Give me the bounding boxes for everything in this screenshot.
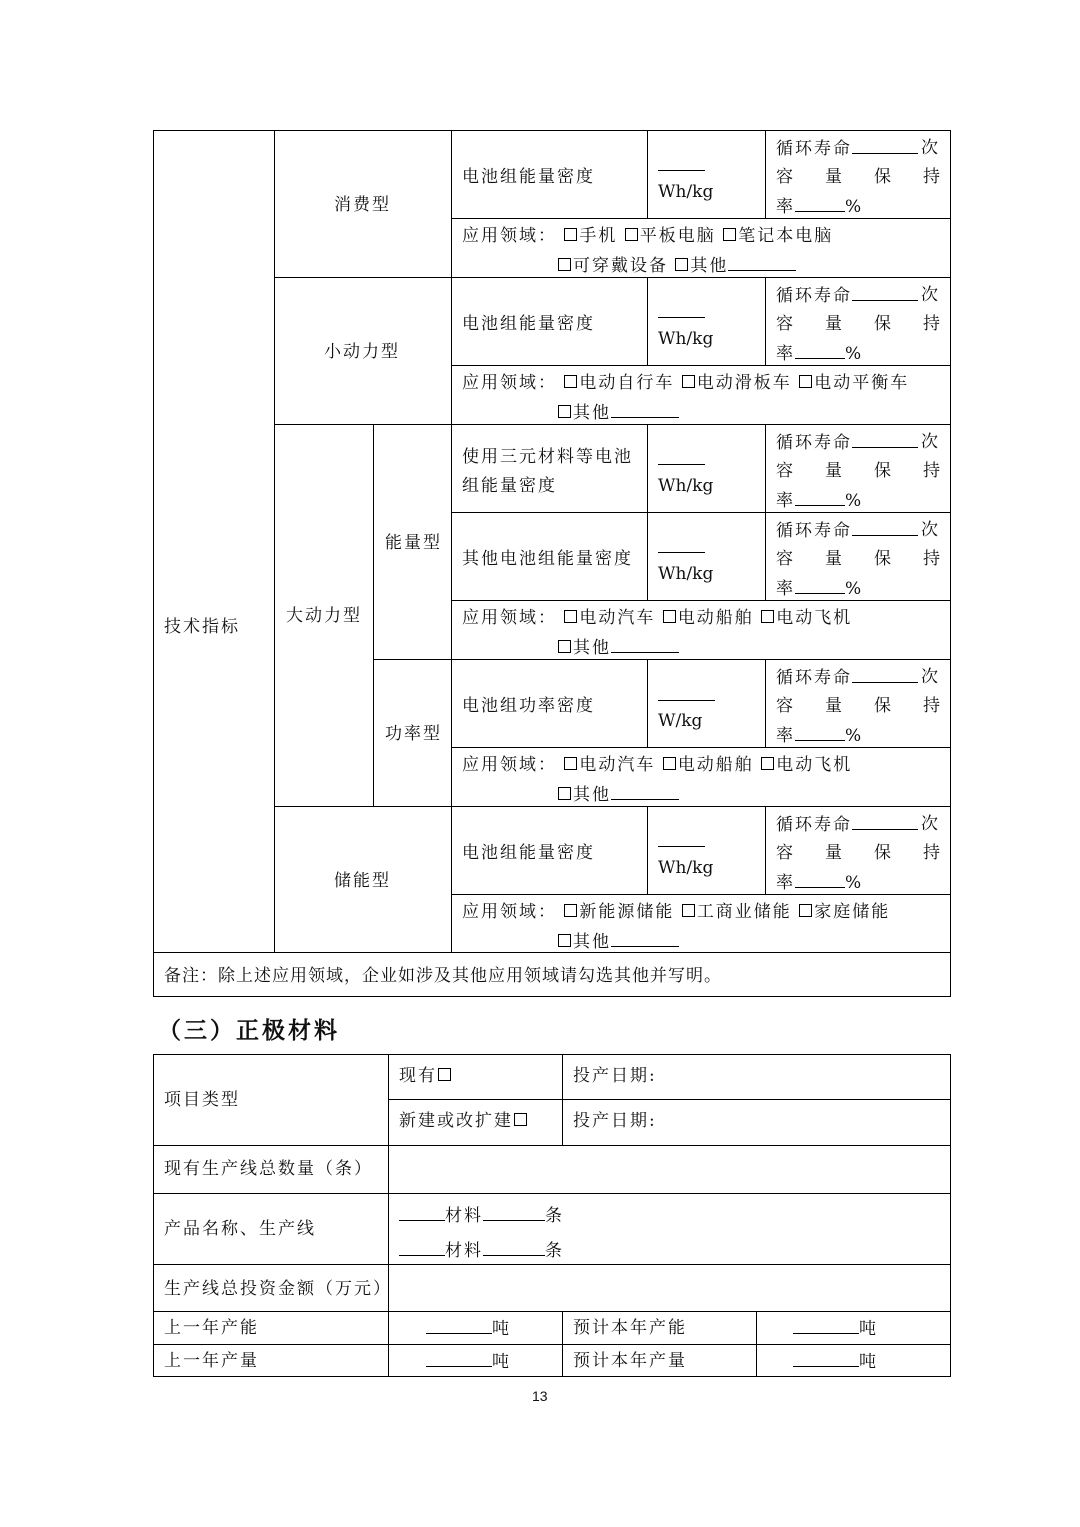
metric-label: 电池组能量密度 <box>462 843 595 863</box>
lines-unit: 条 <box>545 1241 564 1261</box>
cycle-life-input[interactable] <box>852 138 918 154</box>
checkbox[interactable] <box>723 228 736 241</box>
cap-char: 量 <box>825 461 842 481</box>
times-label: 次 <box>921 520 940 540</box>
app-option: 电动飞机 <box>776 608 853 628</box>
app-option: 平板电脑 <box>639 226 716 246</box>
times-label: 次 <box>921 667 940 687</box>
cycle-life-label: 循环寿命 <box>776 286 852 306</box>
domain-label: 应用领域： <box>462 226 557 246</box>
unit-label: W/kg <box>658 711 703 731</box>
app-option: 电动自行车 <box>579 373 675 393</box>
cap-char: 持 <box>923 843 940 863</box>
line-count-label: 现有生产线总数量（条） <box>164 1159 373 1179</box>
existing-label: 现有 <box>399 1066 437 1086</box>
type-large-power: 大动力型 <box>286 606 362 626</box>
app-option: 笔记本电脑 <box>738 226 834 246</box>
cycle-life-label: 循环寿命 <box>776 668 852 688</box>
domain-label: 应用领域： <box>462 608 557 628</box>
cap-char: 容 <box>776 461 793 481</box>
rate-label: 率 <box>776 873 795 893</box>
checkbox[interactable] <box>558 405 571 418</box>
checkbox[interactable] <box>663 757 676 770</box>
other-input[interactable] <box>728 255 796 271</box>
new-build-label: 新建或改扩建 <box>399 1111 513 1131</box>
percent-label: % <box>845 491 864 511</box>
checkbox[interactable] <box>682 904 695 917</box>
app-option: 其他 <box>573 403 611 423</box>
table-note: 备注：除上述应用领域，企业如涉及其他应用领域请勾选其他并写明。 <box>164 966 722 986</box>
type-energy: 能量型 <box>385 533 442 553</box>
percent-label: % <box>845 344 864 364</box>
metric-label: 组能量密度 <box>462 476 557 496</box>
last-year-output-input[interactable] <box>426 1351 492 1367</box>
app-option: 电动船舶 <box>677 755 754 775</box>
existing-checkbox[interactable] <box>438 1068 451 1081</box>
checkbox[interactable] <box>564 228 577 241</box>
percent-label: % <box>845 579 864 599</box>
production-date-label: 投产日期: <box>573 1066 657 1086</box>
last-year-capacity-label: 上一年产能 <box>164 1318 259 1338</box>
material-label: 材料 <box>445 1206 483 1226</box>
rate-label: 率 <box>776 344 795 364</box>
last-year-output-label: 上一年产量 <box>164 1351 259 1371</box>
checkbox[interactable] <box>564 757 577 770</box>
app-option: 家庭储能 <box>814 902 891 922</box>
retention-input[interactable] <box>795 490 845 506</box>
new-build-checkbox[interactable] <box>514 1113 527 1126</box>
investment-label: 生产线总投资金额（万元） <box>164 1279 392 1299</box>
cycle-life-input[interactable] <box>852 814 918 830</box>
line-number-input[interactable] <box>483 1205 545 1221</box>
cycle-life-input[interactable] <box>852 667 918 683</box>
unit-label: Wh/kg <box>658 182 714 202</box>
checkbox[interactable] <box>675 258 688 271</box>
retention-input[interactable] <box>795 343 845 359</box>
metric-label: 其他电池组能量密度 <box>462 549 633 569</box>
checkbox[interactable] <box>663 610 676 623</box>
other-input[interactable] <box>611 402 679 418</box>
retention-input[interactable] <box>795 725 845 741</box>
times-label: 次 <box>921 285 940 305</box>
checkbox[interactable] <box>761 610 774 623</box>
ton-unit: 吨 <box>492 1319 511 1339</box>
ton-unit: 吨 <box>859 1319 878 1339</box>
domain-label: 应用领域： <box>462 755 557 775</box>
app-option: 其他 <box>573 638 611 658</box>
cap-char: 容 <box>776 843 793 863</box>
unit-label: Wh/kg <box>658 564 714 584</box>
cap-char: 保 <box>874 167 891 187</box>
est-output-input[interactable] <box>793 1351 859 1367</box>
rate-label: 率 <box>776 726 795 746</box>
production-date-label: 投产日期: <box>573 1111 657 1131</box>
retention-input[interactable] <box>795 578 845 594</box>
rate-label: 率 <box>776 491 795 511</box>
checkbox[interactable] <box>564 904 577 917</box>
section-title: （三）正极材料 <box>158 1018 340 1044</box>
cap-char: 容 <box>776 696 793 716</box>
page-number: 13 <box>532 1388 548 1404</box>
checkbox[interactable] <box>761 757 774 770</box>
product-name-input[interactable] <box>399 1205 445 1221</box>
percent-label: % <box>845 726 864 746</box>
app-option: 其他 <box>573 932 611 952</box>
cap-char: 保 <box>874 696 891 716</box>
cap-char: 持 <box>923 696 940 716</box>
cycle-life-label: 循环寿命 <box>776 815 852 835</box>
last-year-capacity-input[interactable] <box>426 1318 492 1334</box>
cap-char: 量 <box>825 314 842 334</box>
app-option: 工商业储能 <box>696 902 792 922</box>
app-option: 可穿戴设备 <box>573 256 668 276</box>
cap-char: 保 <box>874 314 891 334</box>
other-input[interactable] <box>611 637 679 653</box>
app-option: 新能源储能 <box>579 902 675 922</box>
cap-char: 量 <box>825 696 842 716</box>
type-storage: 储能型 <box>334 871 391 891</box>
retention-input[interactable] <box>795 872 845 888</box>
metric-label: 电池组能量密度 <box>462 314 595 334</box>
checkbox[interactable] <box>558 640 571 653</box>
ton-unit: 吨 <box>859 1352 878 1372</box>
line-number-input[interactable] <box>483 1240 545 1256</box>
cycle-life-input[interactable] <box>852 432 918 448</box>
checkbox[interactable] <box>558 787 571 800</box>
app-option: 电动汽车 <box>579 755 656 775</box>
est-output-label: 预计本年产量 <box>573 1351 687 1371</box>
checkbox[interactable] <box>682 375 695 388</box>
app-option: 其他 <box>690 256 729 276</box>
checkbox[interactable] <box>799 375 812 388</box>
line-count-input[interactable] <box>390 1147 948 1191</box>
lines-unit: 条 <box>545 1206 564 1226</box>
product-lines-label: 产品名称、生产线 <box>164 1219 316 1239</box>
app-option: 手机 <box>579 226 618 246</box>
percent-label: % <box>845 197 864 217</box>
times-label: 次 <box>921 432 940 452</box>
checkbox[interactable] <box>625 228 638 241</box>
metric-label: 电池组功率密度 <box>462 696 595 716</box>
percent-label: % <box>845 873 864 893</box>
checkbox[interactable] <box>799 904 812 917</box>
rate-label: 率 <box>776 579 795 599</box>
product-name-input[interactable] <box>399 1240 445 1256</box>
material-label: 材料 <box>445 1241 483 1261</box>
est-capacity-label: 预计本年产能 <box>573 1318 687 1338</box>
times-label: 次 <box>921 138 940 158</box>
cycle-life-input[interactable] <box>852 285 918 301</box>
type-small-power: 小动力型 <box>324 342 400 362</box>
cap-char: 量 <box>825 843 842 863</box>
app-option: 其他 <box>573 785 611 805</box>
unit-label: Wh/kg <box>658 329 714 349</box>
cap-char: 量 <box>825 549 842 569</box>
metric-label: 电池组能量密度 <box>462 167 595 187</box>
type-consumer: 消费型 <box>334 195 391 215</box>
checkbox[interactable] <box>558 934 571 947</box>
cap-char: 保 <box>874 549 891 569</box>
cap-char: 保 <box>874 461 891 481</box>
app-option: 电动船舶 <box>677 608 754 628</box>
ton-unit: 吨 <box>492 1352 511 1372</box>
app-option: 电动平衡车 <box>814 373 910 393</box>
cap-char: 持 <box>923 167 940 187</box>
app-option: 电动滑板车 <box>696 373 792 393</box>
investment-input[interactable] <box>390 1266 948 1310</box>
est-capacity-input[interactable] <box>793 1318 859 1334</box>
checkbox[interactable] <box>564 375 577 388</box>
cycle-life-input[interactable] <box>852 520 918 536</box>
rate-label: 率 <box>776 197 795 217</box>
checkbox[interactable] <box>564 610 577 623</box>
domain-label: 应用领域： <box>462 373 557 393</box>
cap-char: 量 <box>825 167 842 187</box>
unit-label: Wh/kg <box>658 858 714 878</box>
cycle-life-label: 循环寿命 <box>776 521 852 541</box>
row-header-tech-indicators: 技术指标 <box>164 617 240 637</box>
unit-label: Wh/kg <box>658 476 714 496</box>
metric-label: 使用三元材料等电池 <box>462 447 633 467</box>
checkbox[interactable] <box>558 258 571 271</box>
cap-char: 保 <box>874 843 891 863</box>
cycle-life-label: 循环寿命 <box>776 433 852 453</box>
domain-label: 应用领域： <box>462 902 557 922</box>
cap-char: 持 <box>923 549 940 569</box>
cap-char: 容 <box>776 167 793 187</box>
times-label: 次 <box>921 814 940 834</box>
other-input[interactable] <box>611 931 679 947</box>
app-option: 电动汽车 <box>579 608 656 628</box>
retention-input[interactable] <box>795 196 845 212</box>
cap-char: 持 <box>923 461 940 481</box>
app-option: 电动飞机 <box>776 755 853 775</box>
type-power: 功率型 <box>385 724 442 744</box>
other-input[interactable] <box>611 784 679 800</box>
cap-char: 持 <box>923 314 940 334</box>
cap-char: 容 <box>776 549 793 569</box>
cycle-life-label: 循环寿命 <box>776 139 852 159</box>
project-type-label: 项目类型 <box>164 1090 240 1110</box>
cap-char: 容 <box>776 314 793 334</box>
